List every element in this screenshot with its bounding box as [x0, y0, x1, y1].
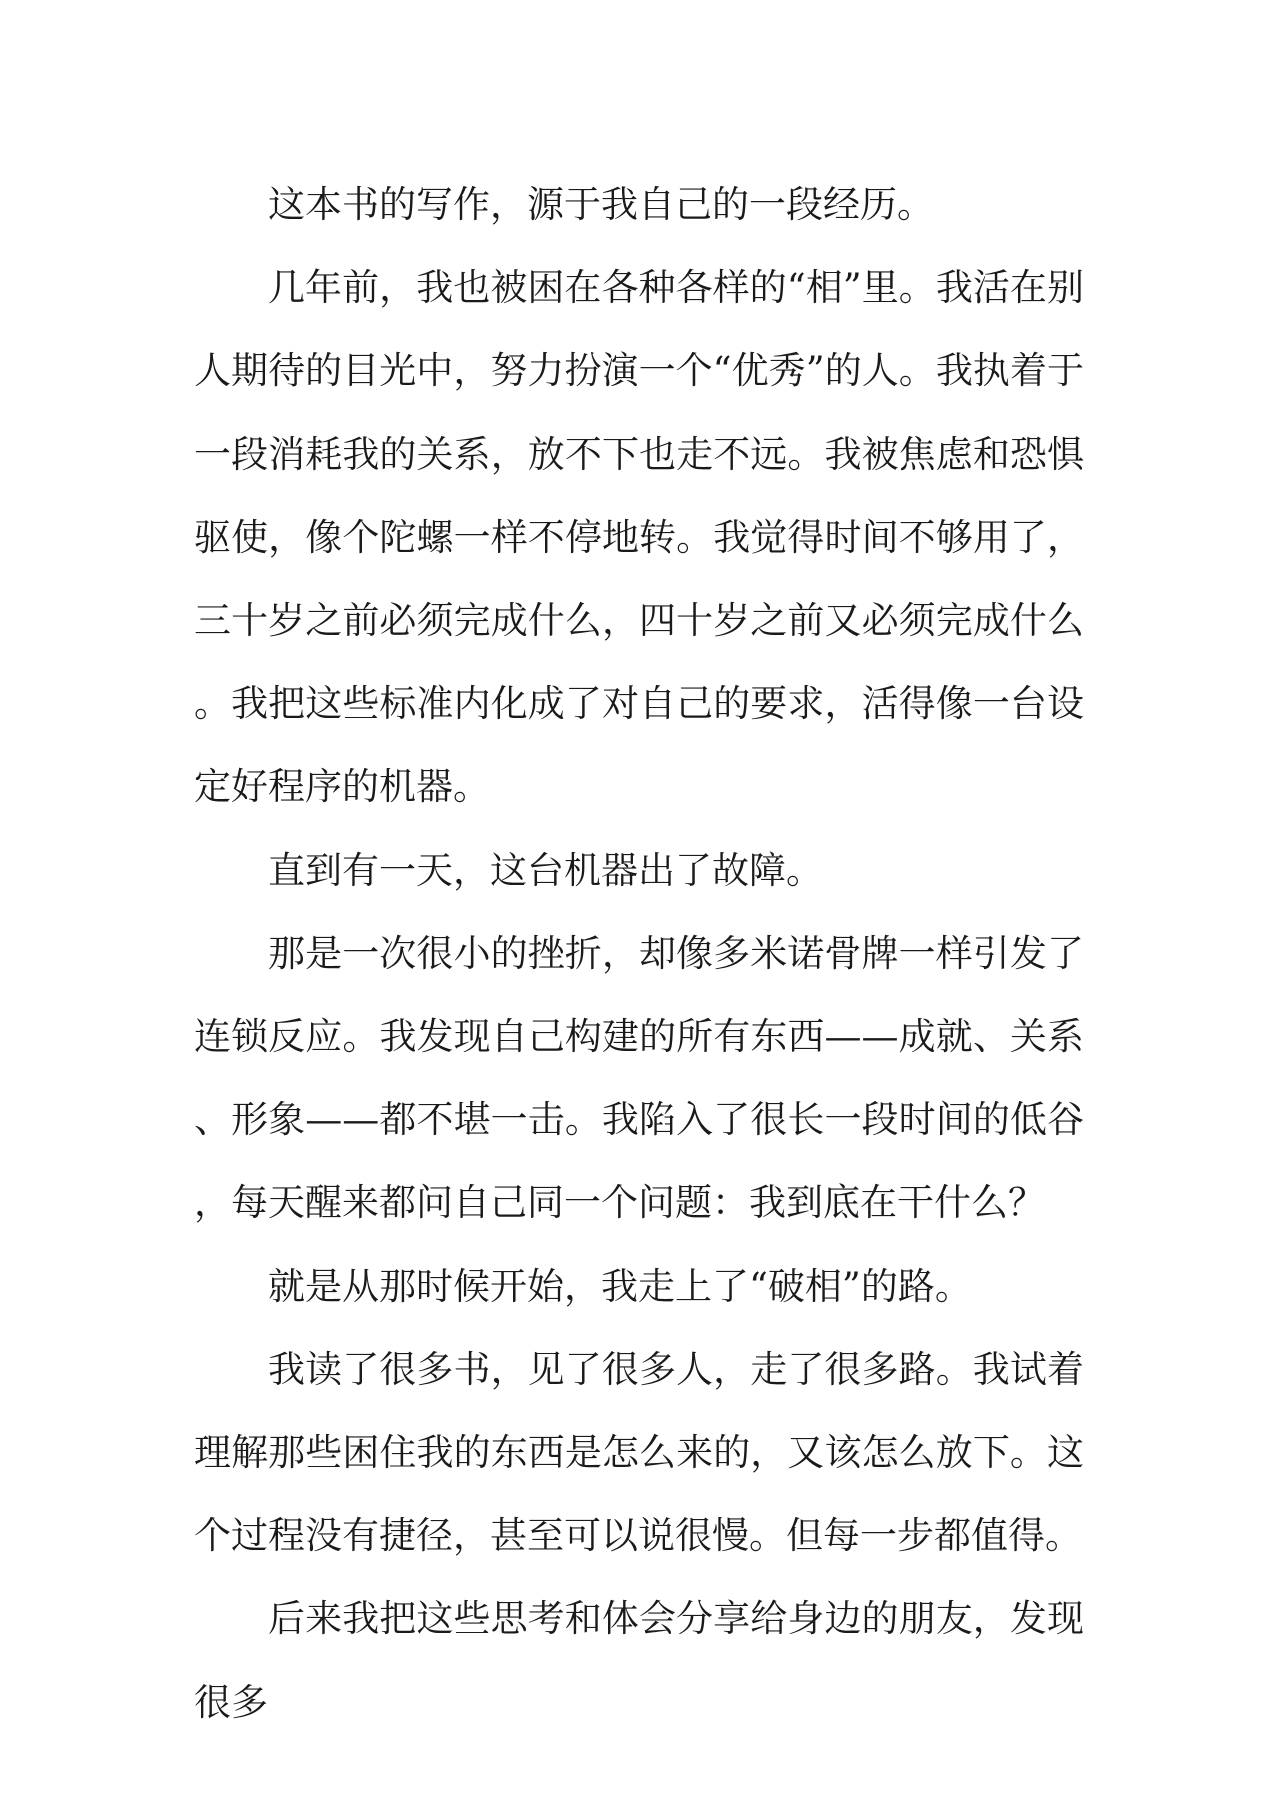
paragraph-4: 那是一次很小的挫折，却像多米诺骨牌一样引发了连锁反应。我发现自己构建的所有东西——成就、关系、形象——都不堪一击。我陷入了很长一段时间的低谷，每天醒来都问自己同一个问题：我到底在干什么？ — [194, 931, 1084, 1225]
paragraph-2: 几年前，我也被困在各种各样的“相”里。我活在别人期待的目光中，努力扮演一个“优秀”的人。我执着于一段消耗我的关系，放不下也走不远。我被焦虑和恐惧驱使，像个陀螺一样不停地转。我觉得时间不够用了，三十岁之前必须完成什么，四十岁之前又必须完成什么。我把这些标准内化成了对自己的要求，活得像一台设定好程序的机器。 — [194, 266, 1084, 809]
paragraph-6: 我读了很多书，见了很多人，走了很多路。我试着理解那些困住我的东西是怎么来的，又该怎么放下。这个过程没有捷径，甚至可以说很慢。但每一步都值得。 — [194, 1347, 1084, 1558]
paragraph-7: 后来我把这些思考和体会分享给身边的朋友，发现很多 — [194, 1597, 1084, 1724]
paragraph-5: 就是从那时候开始，我走上了“破相”的路。 — [268, 1264, 972, 1308]
paragraph-3: 直到有一天，这台机器出了故障。 — [268, 848, 823, 892]
paragraph-1: 这本书的写作，源于我自己的一段经历。 — [268, 183, 934, 226]
body-text — [194, 163, 1084, 1744]
